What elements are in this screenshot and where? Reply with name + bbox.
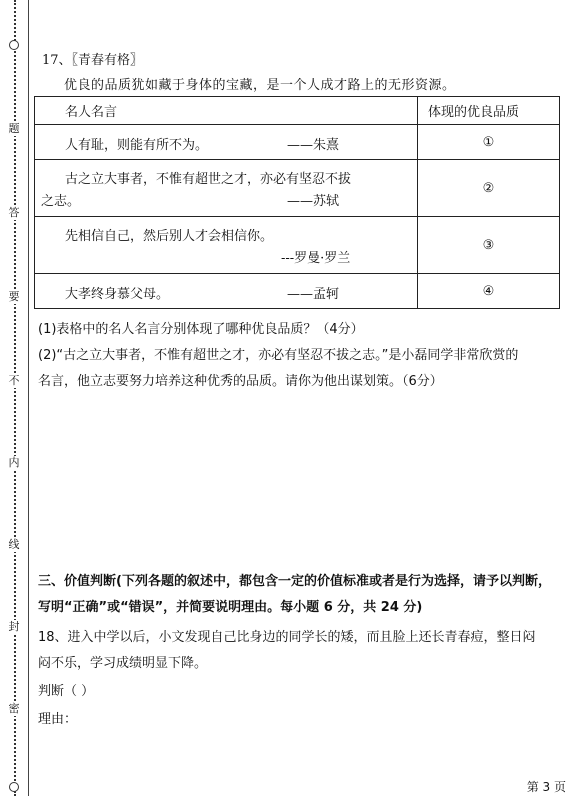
answer-blank-2[interactable]: ② bbox=[418, 160, 560, 217]
table-header-row bbox=[35, 97, 560, 125]
gutter-char: 题 bbox=[6, 122, 22, 136]
answer-blank-3[interactable]: ③ bbox=[418, 217, 560, 274]
question-17-intro: 优良的品质犹如藏于身体的宝藏，是一个人成才路上的无形资源。 bbox=[64, 78, 456, 93]
gutter-char: 不 bbox=[6, 374, 22, 388]
header-quotes: 名人名言 bbox=[35, 97, 418, 125]
section-3-title-cont: 写明“正确”或“错误”，并简要说明理由。每小题 6 分，共 24 分) bbox=[38, 600, 423, 615]
gutter-char: 线 bbox=[6, 538, 22, 552]
margin-rule bbox=[28, 0, 29, 796]
page-number: 第 3 页 bbox=[526, 780, 566, 794]
gutter-char: 答 bbox=[6, 206, 22, 220]
quote-text: 古之立大事者，不惟有超世之才，亦必有坚忍不拔 bbox=[65, 172, 352, 187]
quote-text-cont: 之志。 bbox=[41, 194, 81, 209]
table-row bbox=[35, 274, 560, 309]
gutter-char: 密 bbox=[6, 702, 22, 716]
quote-author: ——苏轼 bbox=[287, 194, 340, 209]
quote-text: 人有耻，则能有所不为。 bbox=[65, 138, 209, 153]
gutter-char: 内 bbox=[6, 456, 22, 470]
quotes-table bbox=[34, 96, 560, 309]
question-17-part-2-cont: 名言，他立志要努力培养这种优秀的品质。请你为他出谋划策。（6分） bbox=[38, 374, 443, 389]
ring-mark bbox=[9, 40, 19, 50]
section-3-title: 三、价值判断(下列各题的叙述中，都包含一定的价值标准或者是行为选择，请予以判断， bbox=[38, 574, 551, 589]
binding-margin bbox=[0, 0, 32, 796]
quote-author: ---罗曼·罗兰 bbox=[281, 251, 351, 266]
answer-blank-1[interactable]: ① bbox=[418, 125, 560, 160]
table-row bbox=[35, 217, 560, 274]
dotted-binding-line bbox=[14, 0, 16, 796]
quote-text: 大孝终身慕父母。 bbox=[65, 287, 170, 302]
ring-mark bbox=[9, 782, 19, 792]
reason-field[interactable]: 理由： bbox=[38, 712, 78, 727]
table-row bbox=[35, 125, 560, 160]
gutter-char: 封 bbox=[6, 620, 22, 634]
header-qualities: 体现的优良品质 bbox=[418, 97, 560, 125]
gutter-char: 要 bbox=[6, 290, 22, 304]
quote-author: ——孟轲 bbox=[287, 287, 340, 302]
quote-author: ——朱熹 bbox=[287, 138, 340, 153]
judgement-field[interactable]: 判断（ ） bbox=[38, 684, 95, 699]
question-17-title: 17、〖青春有格〗 bbox=[42, 53, 144, 68]
question-17-part-1: (1)表格中的名人名言分别体现了哪种优良品质？（4分） bbox=[38, 322, 364, 337]
question-17-part-2: (2)“古之立大事者，不惟有超世之才，亦必有坚忍不拔之志。”是小磊同学非常欣赏的 bbox=[38, 348, 519, 363]
quote-text: 先相信自己，然后别人才会相信你。 bbox=[65, 229, 274, 244]
question-18-text: 18、进入中学以后，小文发现自己比身边的同学长的矮，而且脸上还长青春痘，整日闷 bbox=[38, 630, 536, 645]
answer-blank-4[interactable]: ④ bbox=[418, 274, 560, 309]
table-row bbox=[35, 160, 560, 217]
question-18-text-cont: 闷不乐，学习成绩明显下降。 bbox=[38, 656, 208, 671]
